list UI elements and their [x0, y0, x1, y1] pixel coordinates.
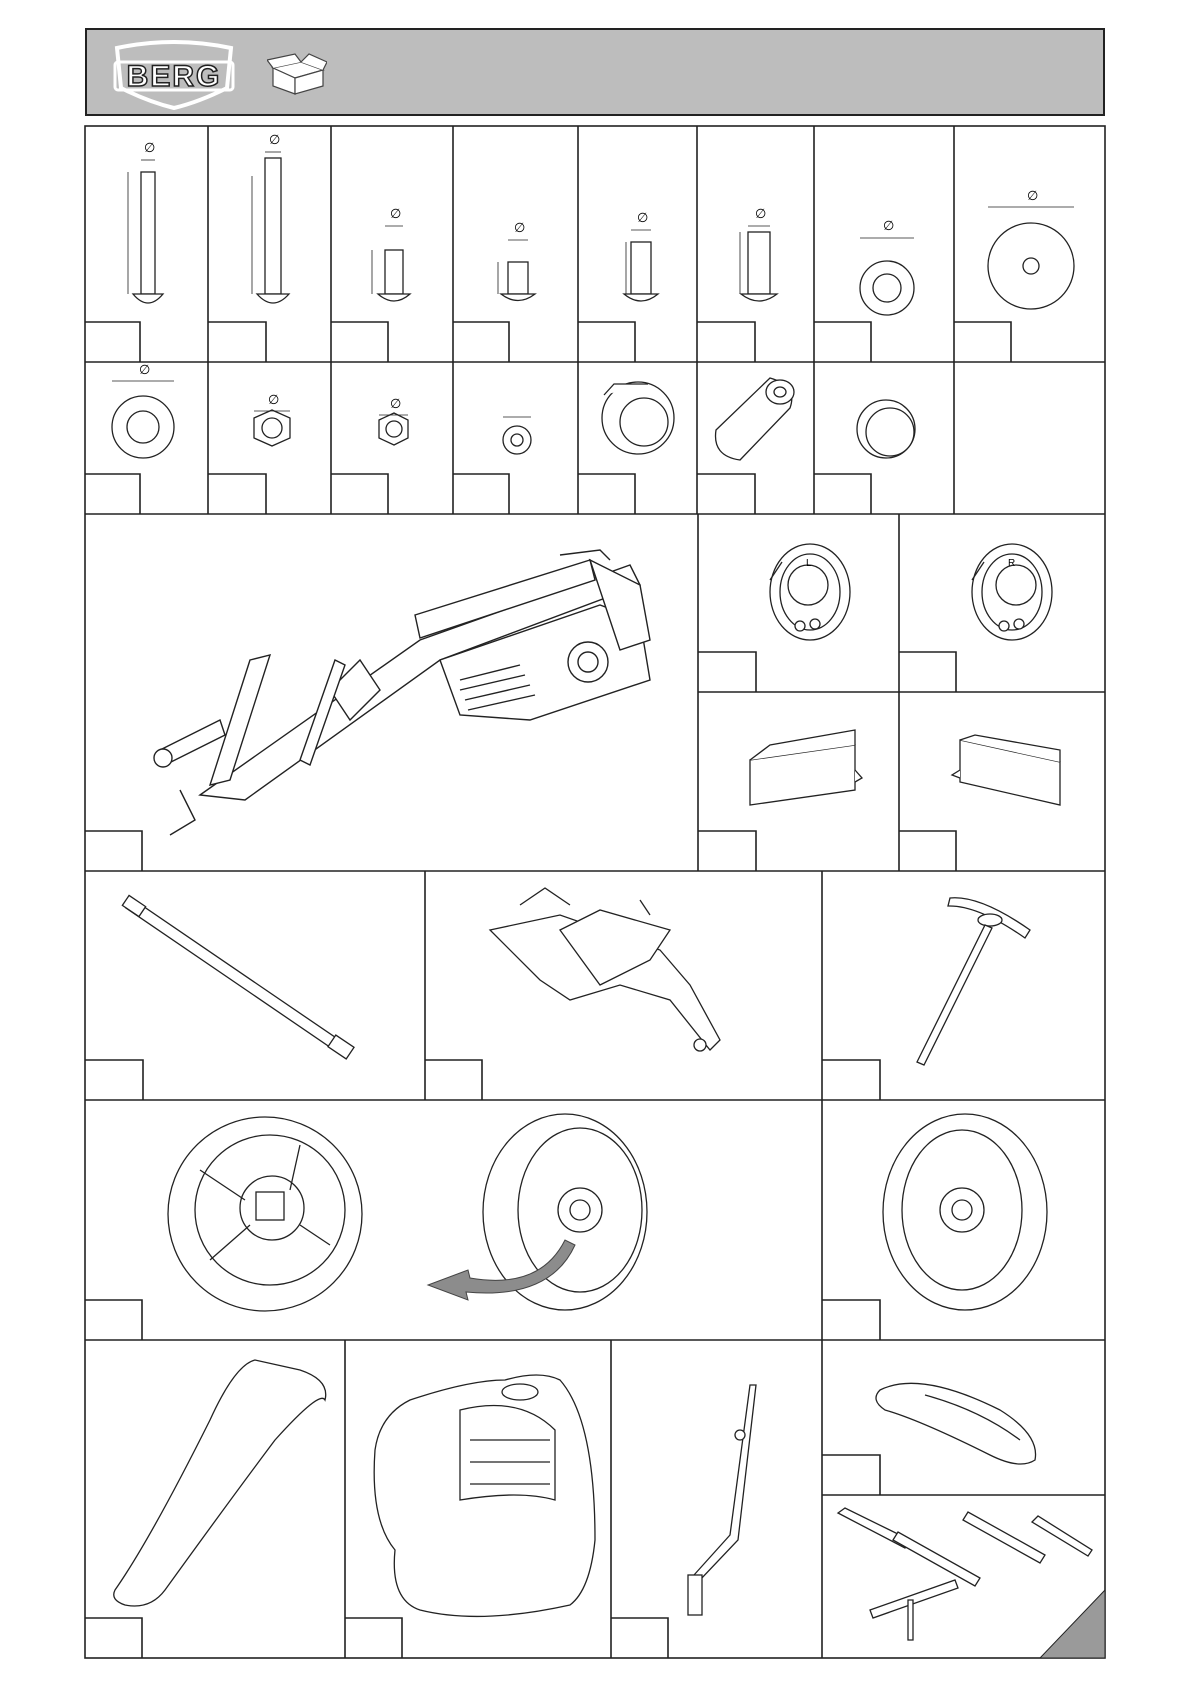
diameter-symbol: ∅ [144, 141, 156, 156]
hub-label-right: R [1008, 558, 1016, 569]
steering-column [917, 898, 1030, 1065]
bearing-cap [602, 382, 674, 454]
seat-support [688, 1385, 756, 1615]
diameter-symbol: ∅ [390, 207, 402, 222]
front-axle-assembly [490, 888, 720, 1051]
tube-sleeve [716, 378, 795, 460]
rear-axle [122, 895, 354, 1059]
diameter-symbol: ∅ [268, 393, 280, 408]
washer-large [988, 207, 1074, 309]
chain-guard-left [750, 730, 862, 805]
main-frame [154, 550, 650, 835]
washer-thick [860, 238, 914, 315]
front-wheel-2 [883, 1114, 1047, 1310]
bolt-medium [624, 230, 658, 301]
bolt-short [372, 226, 410, 301]
hub-label-left: L [806, 558, 812, 569]
washer-flat [112, 381, 174, 458]
diameter-symbol: ∅ [139, 363, 151, 378]
diameter-symbol: ∅ [1027, 189, 1039, 204]
rear-wheel [168, 1117, 362, 1311]
diameter-symbol: ∅ [269, 133, 281, 148]
seat [374, 1375, 595, 1616]
diameter-symbol: ∅ [390, 397, 402, 412]
front-fender [114, 1360, 326, 1606]
spacer-ring [503, 417, 531, 454]
chain-guard-right [952, 735, 1060, 805]
diameter-symbol: ∅ [883, 219, 895, 234]
nut-small [379, 413, 408, 445]
logo-text: BERG [126, 60, 222, 93]
tool-set [838, 1508, 1092, 1640]
end-cap [857, 400, 915, 458]
bolt-long [128, 160, 163, 303]
diameter-symbol: ∅ [514, 221, 526, 236]
diameter-symbol: ∅ [755, 207, 767, 222]
nut-large [254, 410, 290, 446]
footrest [876, 1383, 1036, 1464]
bolt-long-2 [252, 152, 289, 303]
bolt-medium-2 [740, 226, 777, 301]
diameter-symbol: ∅ [637, 211, 649, 226]
bolt-short-2 [498, 240, 535, 301]
